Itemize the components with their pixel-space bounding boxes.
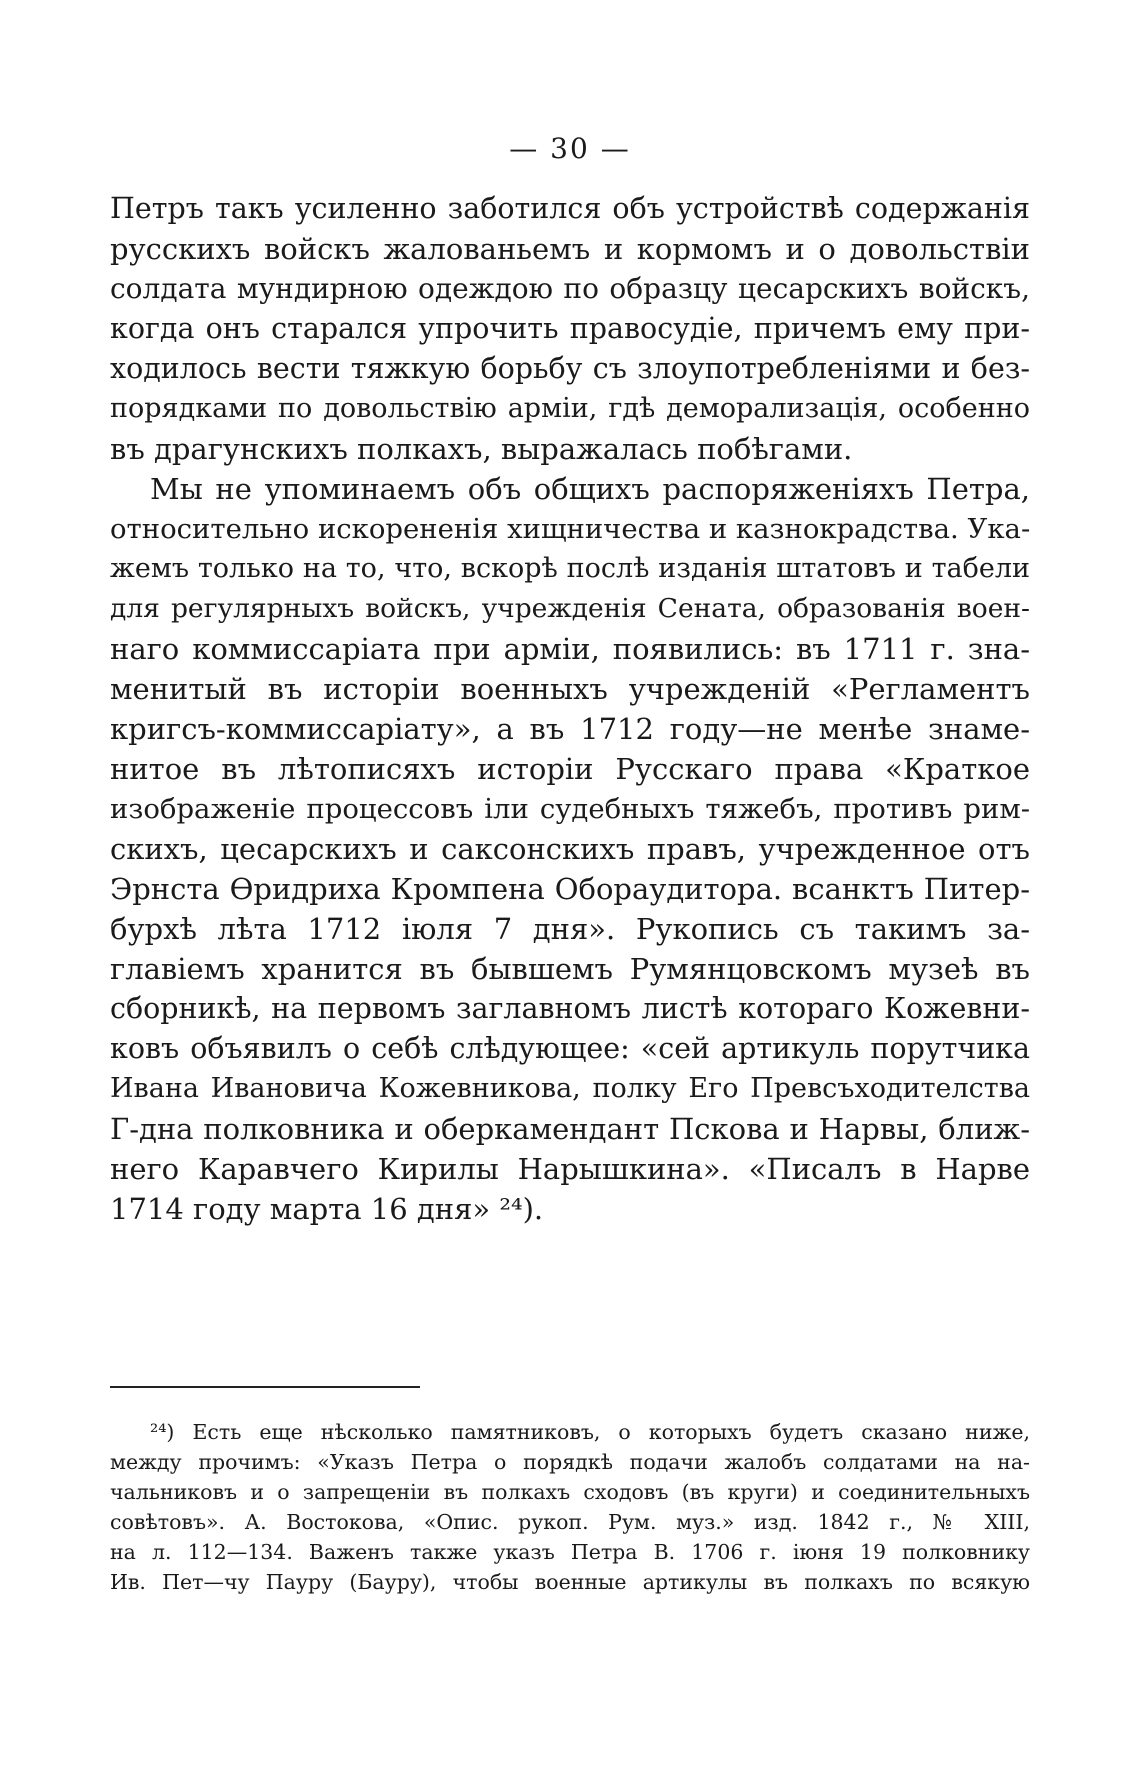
page-number: — 30 —	[509, 132, 631, 165]
text-line: въ драгунскихъ полкахъ, выражалась побѣгами.	[110, 432, 853, 466]
text-line: для регулярныхъ войскъ, учрежденія Сената, образованія воен-	[110, 593, 1030, 624]
text-line: когда онъ старался упрочить правосудіе, причемъ ему при-	[110, 312, 1030, 345]
footnote-line: Ив. Пет—чу Пауру (Бауру), чтобы военные артикулы въ полкахъ по всякую	[110, 1570, 1030, 1594]
text-line: Ивана Ивановича Кожевникова, полку Его Превсъходителства	[110, 1073, 1030, 1104]
text-line: бурхѣ лѣта 1712 іюля 7 дня». Рукопись съ такимъ за-	[110, 912, 1030, 946]
text-line: ходилось вести тяжкую борьбу съ злоупотребленіями и без-	[110, 352, 1030, 385]
footnote-line: чальниковъ и о запрещеніи въ полкахъ сходовъ (въ круги) и соединительныхъ	[110, 1480, 1030, 1504]
text-line: менитый въ исторіи военныхъ учрежденій «Регламентъ	[110, 672, 1030, 706]
text-line: кригсъ-коммиссаріату», а въ 1712 году—не менѣе знаме-	[110, 712, 1030, 746]
text-line: изображеніе процессовъ іли судебныхъ тяжебъ, противъ рим-	[110, 793, 1030, 825]
text-line: Эрнста Өридриха Кромпена Обораудитора. всанктъ Питер-	[110, 872, 1030, 906]
text-line: русскихъ войскъ жалованьемъ и кормомъ и о довольствіи	[110, 232, 1030, 266]
text-line: жемъ только на то, что, вскорѣ послѣ изданія штатовъ и табели	[110, 553, 1030, 584]
footnote-line: совѣтовъ». А. Востокова, «Опис. рукоп. Рум. муз.» изд. 1842 г., № XIII,	[110, 1510, 1030, 1534]
footnote-line: ²⁴) Есть еще нѣсколько памятниковъ, о которыхъ будетъ сказано ниже,	[150, 1420, 1030, 1444]
text-line: порядками по довольствію арміи, гдѣ деморализація, особенно	[110, 393, 1030, 424]
footnote-line: между прочимъ: «Указъ Петра о порядкѣ подачи жалобъ солдатами на на-	[110, 1450, 1030, 1474]
text-line: скихъ, цесарскихъ и саксонскихъ правъ, учрежденное отъ	[110, 832, 1030, 866]
footnote-divider	[110, 1386, 420, 1388]
text-line: наго коммиссаріата при арміи, появились: въ 1711 г. зна-	[110, 632, 1030, 666]
text-line: главіемъ хранится въ бывшемъ Румянцовскомъ музеѣ въ	[110, 952, 1030, 986]
text-line: сборникѣ, на первомъ заглавномъ листѣ котораго Кожевни-	[110, 992, 1030, 1025]
text-line: ковъ объявилъ о себѣ слѣдующее: «сей артикуль порутчика	[110, 1032, 1030, 1065]
text-line: Мы не упоминаемъ объ общихъ распоряженіяхъ Петра,	[150, 472, 1030, 506]
text-line: Петръ такъ усиленно заботился объ устройствѣ содержанія	[110, 192, 1030, 225]
text-line: нитое въ лѣтописяхъ исторіи Русскаго права «Краткое	[110, 752, 1030, 786]
text-line: солдата мундирною одеждою по образцу цесарскихъ войскъ,	[110, 272, 1030, 305]
text-line: Г-дна полковника и оберкамендант Пскова и Нарвы, ближ-	[110, 1112, 1030, 1146]
text-line: относительно искорененія хищничества и казнокрадства. Ука-	[110, 513, 1031, 545]
text-line: 1714 году марта 16 дня» ²⁴).	[110, 1192, 544, 1226]
text-line: него Каравчего Кирилы Нарышкина». «Писалъ в Нарве	[110, 1152, 1030, 1186]
footnote-line: на л. 112—134. Важенъ также указъ Петра В. 1706 г. іюня 19 полковнику	[110, 1540, 1030, 1564]
